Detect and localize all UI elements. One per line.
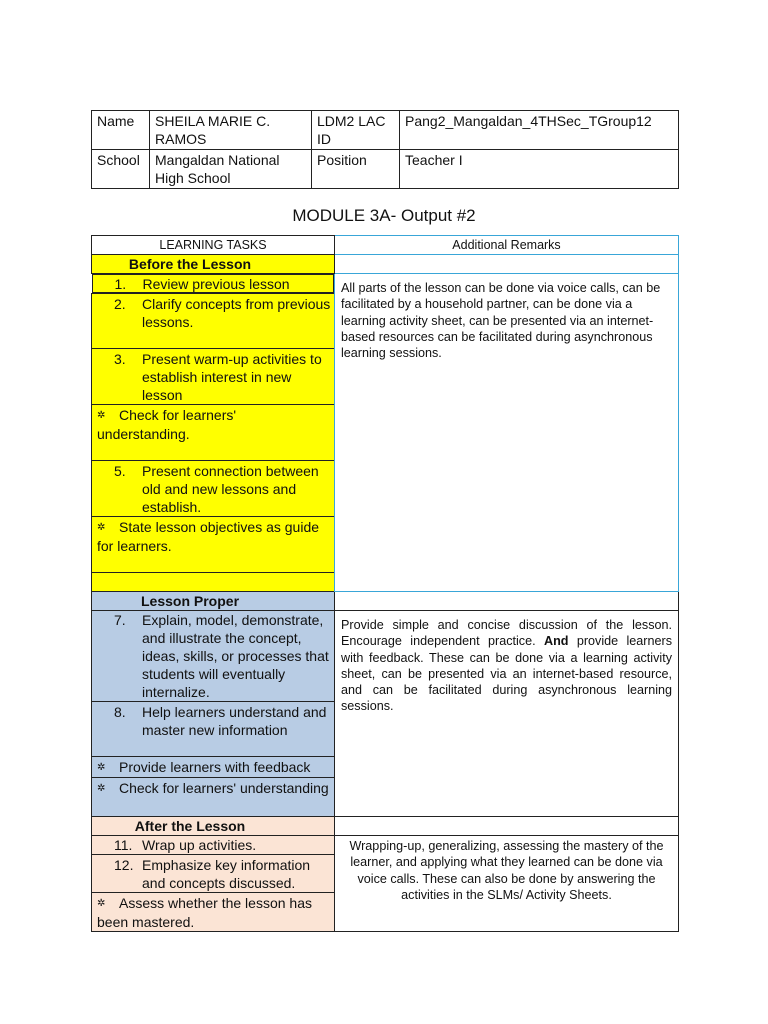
info-row-school: [92, 150, 679, 189]
lac-id-label: LDM2 LAC ID: [312, 111, 400, 150]
bullet-icon: ✲: [97, 783, 106, 794]
task-item: 11. Wrap up activities.: [92, 836, 335, 855]
task-item: ✲ Check for learners' understanding.: [92, 405, 335, 461]
table-row: [92, 611, 679, 702]
task-item: 2. Clarify concepts from previous lessons.: [92, 294, 335, 349]
table-row: [92, 274, 679, 294]
task-item: ✲ Assess whether the lesson has been mastered.: [92, 893, 335, 932]
position-value: Teacher I: [400, 150, 679, 189]
position-label: Position: [312, 150, 400, 189]
name-label: Name: [92, 111, 150, 150]
info-row-name: [92, 111, 679, 150]
lesson-proper-heading: Lesson Proper: [140, 593, 240, 609]
before-lesson-remarks: All parts of the lesson can be done via voice calls, can be facilitated by a household partner, can be done via a learning activity sheet, can be presented via an internet- based resources can be facilitated during asynchronous learning sessions.: [335, 274, 679, 592]
school-label: School: [92, 150, 150, 189]
before-lesson-heading-row: [92, 255, 679, 274]
task-item: 12. Emphasize key information and concepts discussed.: [92, 855, 335, 893]
task-item: 1. Review previous lesson: [92, 274, 335, 293]
module-title: MODULE 3A- Output #2: [292, 206, 476, 225]
table-header-row: [92, 236, 679, 255]
task-item: ✲ State lesson objectives as guide for learners.: [92, 517, 335, 573]
task-item: 8. Help learners understand and master new information: [92, 702, 335, 757]
after-lesson-remarks: Wrapping-up, generalizing, assessing the mastery of the learner, and applying what they learned can be done via voice calls. These can also be done by answering the activities in the SLMs/ Activity Sheets.: [335, 836, 679, 932]
task-item: 5. Present connection between old and new lessons and establish.: [92, 461, 335, 517]
name-value: SHEILA MARIE C. RAMOS: [150, 111, 312, 150]
bullet-icon: ✲: [97, 762, 106, 773]
after-lesson-heading-row: [92, 817, 679, 836]
after-lesson-heading: After the Lesson: [134, 818, 246, 834]
school-value: Mangaldan National High School: [150, 150, 312, 189]
before-lesson-heading: Before the Lesson: [128, 256, 252, 272]
bullet-icon: ✲: [97, 522, 106, 533]
info-table: [91, 110, 679, 189]
lac-id-value: Pang2_Mangaldan_4THSec_TGroup12: [400, 111, 679, 150]
lesson-proper-remarks: Provide simple and concise discussion of the lesson. Encourage independent practice. And provide learners with feedback. These can be done via a learning activity sheet, can be presented via an internet-based resource, and can be facilitated during asynchronous learning sessions.: [335, 611, 679, 817]
task-item: ✲ Provide learners with feedback: [92, 757, 335, 778]
learning-tasks-table: [91, 235, 679, 932]
task-item: 7. Explain, model, demonstrate, and illustrate the concept, ideas, skills, or processes that students will eventually internalize.: [92, 611, 335, 702]
bullet-icon: ✲: [97, 410, 106, 421]
additional-remarks-header: Additional Remarks: [335, 236, 679, 255]
bullet-icon: ✲: [97, 898, 106, 909]
empty-task-cell: [92, 573, 335, 592]
task-item: 3. Present warm-up activities to establish interest in new lesson: [92, 349, 335, 405]
learning-tasks-header: LEARNING TASKS: [92, 236, 335, 255]
lesson-proper-heading-row: [92, 592, 679, 611]
task-item: ✲ Check for learners' understanding: [92, 778, 335, 817]
table-row: [92, 836, 679, 855]
